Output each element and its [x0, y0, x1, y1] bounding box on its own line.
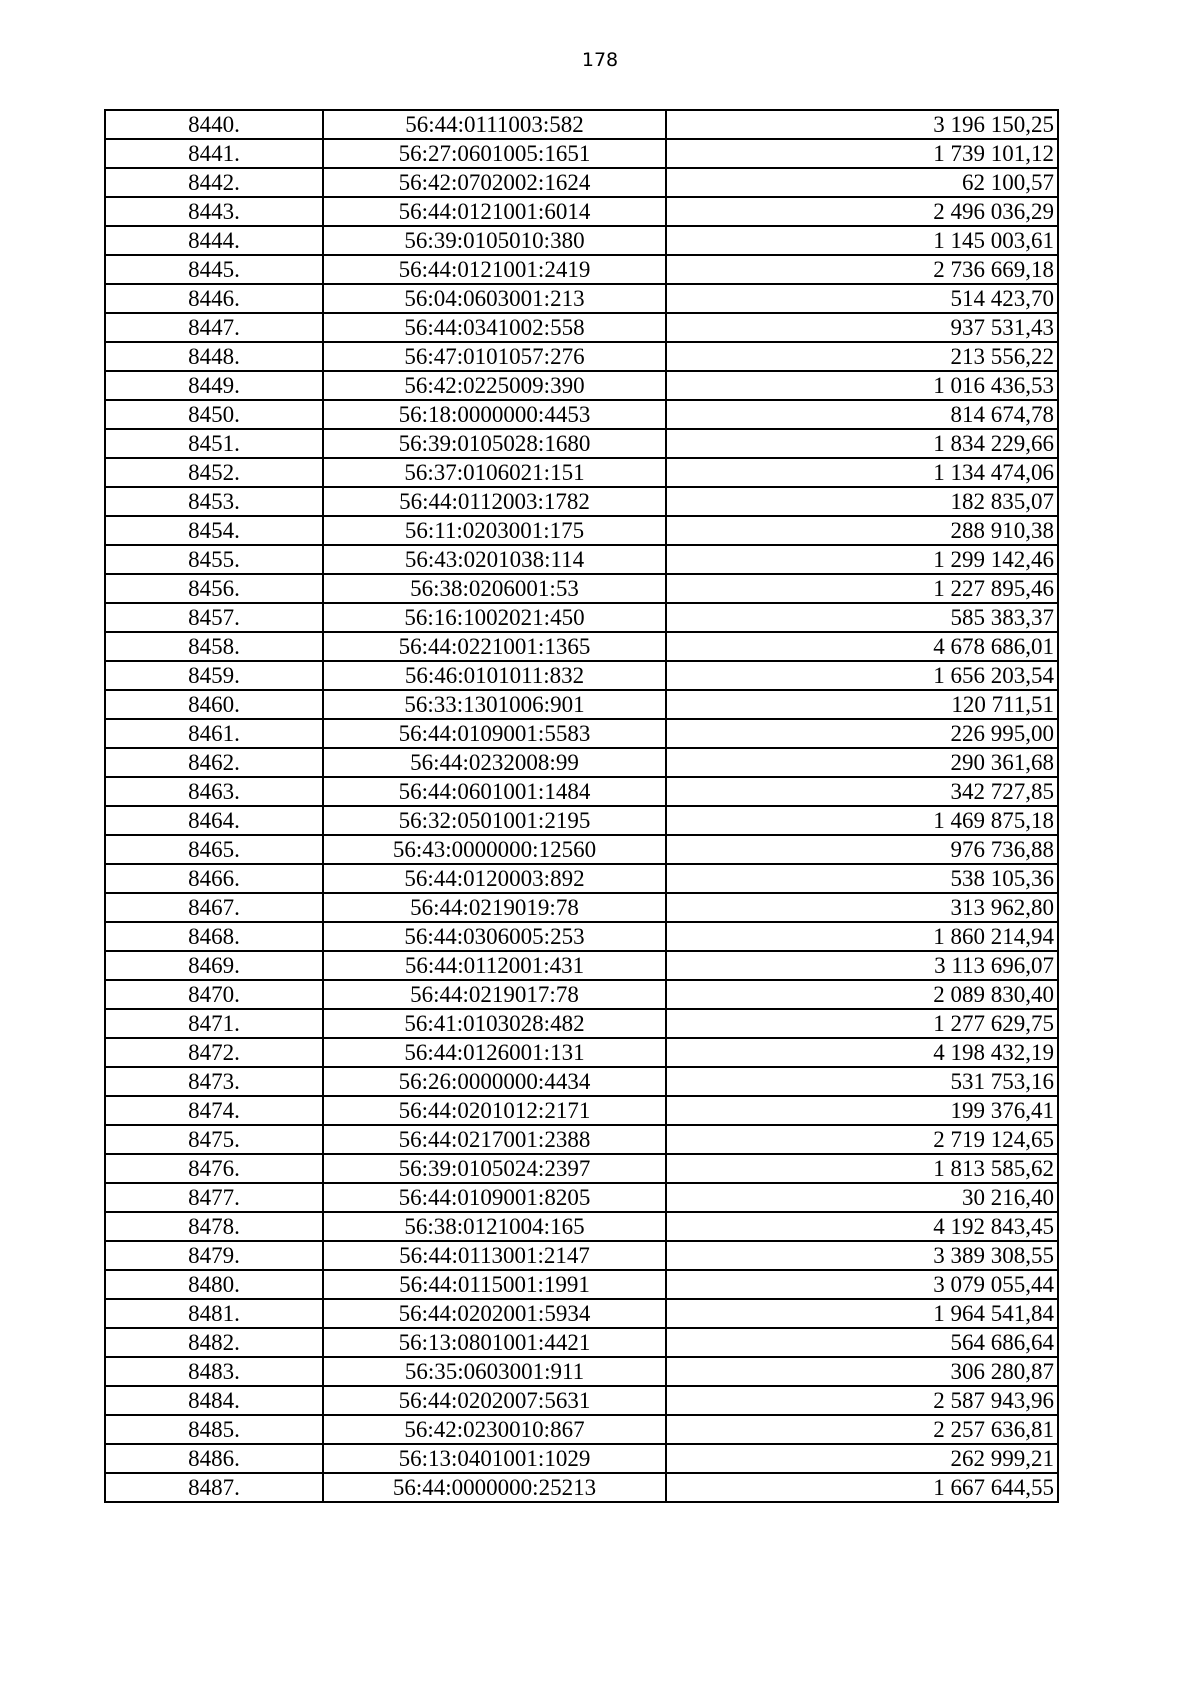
row-number-cell: 8449. [105, 371, 323, 400]
table-row [105, 1183, 1058, 1212]
cadastral-value-cell: 213 556,22 [666, 342, 1058, 371]
cadastral-value-cell: 3 389 308,55 [666, 1241, 1058, 1270]
cadastral-number-cell: 56:16:1002021:450 [323, 603, 666, 632]
cadastral-value-cell: 182 835,07 [666, 487, 1058, 516]
row-number-cell: 8474. [105, 1096, 323, 1125]
cadastral-value-cell: 4 192 843,45 [666, 1212, 1058, 1241]
row-number-cell: 8470. [105, 980, 323, 1009]
row-number-cell: 8478. [105, 1212, 323, 1241]
table-row [105, 574, 1058, 603]
row-number-cell: 8482. [105, 1328, 323, 1357]
table-row [105, 545, 1058, 574]
cadastral-value-cell: 1 813 585,62 [666, 1154, 1058, 1183]
cadastral-number-cell: 56:44:0121001:6014 [323, 197, 666, 226]
row-number-cell: 8454. [105, 516, 323, 545]
row-number-cell: 8448. [105, 342, 323, 371]
row-number-cell: 8469. [105, 951, 323, 980]
cadastral-number-cell: 56:44:0217001:2388 [323, 1125, 666, 1154]
row-number-cell: 8481. [105, 1299, 323, 1328]
cadastral-number-cell: 56:39:0105010:380 [323, 226, 666, 255]
cadastral-number-cell: 56:44:0109001:8205 [323, 1183, 666, 1212]
table-row [105, 777, 1058, 806]
cadastral-number-cell: 56:18:0000000:4453 [323, 400, 666, 429]
cadastral-number-cell: 56:44:0219019:78 [323, 893, 666, 922]
cadastral-number-cell: 56:44:0221001:1365 [323, 632, 666, 661]
cadastral-number-cell: 56:32:0501001:2195 [323, 806, 666, 835]
cadastral-number-cell: 56:44:0112003:1782 [323, 487, 666, 516]
row-number-cell: 8477. [105, 1183, 323, 1212]
cadastral-value-cell: 1 860 214,94 [666, 922, 1058, 951]
table-row [105, 922, 1058, 951]
table-row [105, 400, 1058, 429]
cadastral-value-cell: 2 257 636,81 [666, 1415, 1058, 1444]
row-number-cell: 8487. [105, 1473, 323, 1502]
table-row [105, 632, 1058, 661]
table-row [105, 197, 1058, 226]
cadastral-number-cell: 56:44:0219017:78 [323, 980, 666, 1009]
cadastral-number-cell: 56:13:0801001:4421 [323, 1328, 666, 1357]
table-row [105, 1212, 1058, 1241]
row-number-cell: 8446. [105, 284, 323, 313]
cadastral-value-cell: 1 277 629,75 [666, 1009, 1058, 1038]
table-row [105, 1154, 1058, 1183]
cadastral-number-cell: 56:44:0120003:892 [323, 864, 666, 893]
cadastral-number-cell: 56:46:0101011:832 [323, 661, 666, 690]
cadastral-value-cell: 4 678 686,01 [666, 632, 1058, 661]
cadastral-number-cell: 56:44:0306005:253 [323, 922, 666, 951]
cadastral-value-cell: 4 198 432,19 [666, 1038, 1058, 1067]
cadastral-value-cell: 1 227 895,46 [666, 574, 1058, 603]
cadastral-number-cell: 56:44:0109001:5583 [323, 719, 666, 748]
row-number-cell: 8440. [105, 110, 323, 139]
table-row [105, 1096, 1058, 1125]
table-row [105, 1328, 1058, 1357]
table-row [105, 313, 1058, 342]
table-row [105, 168, 1058, 197]
cadastral-number-cell: 56:43:0000000:12560 [323, 835, 666, 864]
row-number-cell: 8471. [105, 1009, 323, 1038]
cadastral-number-cell: 56:44:0113001:2147 [323, 1241, 666, 1270]
cadastral-value-cell: 3 079 055,44 [666, 1270, 1058, 1299]
cadastral-value-cell: 1 134 474,06 [666, 458, 1058, 487]
row-number-cell: 8464. [105, 806, 323, 835]
table-row [105, 661, 1058, 690]
row-number-cell: 8468. [105, 922, 323, 951]
cadastral-value-cell: 976 736,88 [666, 835, 1058, 864]
cadastral-number-cell: 56:42:0230010:867 [323, 1415, 666, 1444]
cadastral-value-cell: 1 145 003,61 [666, 226, 1058, 255]
cadastral-number-cell: 56:39:0105024:2397 [323, 1154, 666, 1183]
table-row [105, 980, 1058, 1009]
row-number-cell: 8479. [105, 1241, 323, 1270]
table-row [105, 1299, 1058, 1328]
row-number-cell: 8473. [105, 1067, 323, 1096]
cadastral-value-cell: 3 113 696,07 [666, 951, 1058, 980]
cadastral-number-cell: 56:44:0126001:131 [323, 1038, 666, 1067]
cadastral-value-cell: 288 910,38 [666, 516, 1058, 545]
cadastral-value-cell: 1 964 541,84 [666, 1299, 1058, 1328]
cadastral-value-cell: 313 962,80 [666, 893, 1058, 922]
cadastral-value-cell: 1 667 644,55 [666, 1473, 1058, 1502]
table-row [105, 893, 1058, 922]
cadastral-number-cell: 56:37:0106021:151 [323, 458, 666, 487]
cadastral-value-cell: 1 299 142,46 [666, 545, 1058, 574]
row-number-cell: 8443. [105, 197, 323, 226]
cadastral-number-cell: 56:44:0202007:5631 [323, 1386, 666, 1415]
row-number-cell: 8461. [105, 719, 323, 748]
table-row [105, 1415, 1058, 1444]
cadastral-value-table [104, 109, 1059, 1503]
cadastral-number-cell: 56:44:0111003:582 [323, 110, 666, 139]
cadastral-number-cell: 56:33:1301006:901 [323, 690, 666, 719]
row-number-cell: 8445. [105, 255, 323, 284]
cadastral-value-cell: 514 423,70 [666, 284, 1058, 313]
row-number-cell: 8457. [105, 603, 323, 632]
table-row [105, 1444, 1058, 1473]
cadastral-value-cell: 62 100,57 [666, 168, 1058, 197]
row-number-cell: 8444. [105, 226, 323, 255]
table-row [105, 1067, 1058, 1096]
cadastral-value-cell: 120 711,51 [666, 690, 1058, 719]
row-number-cell: 8442. [105, 168, 323, 197]
cadastral-value-cell: 290 361,68 [666, 748, 1058, 777]
cadastral-value-cell: 937 531,43 [666, 313, 1058, 342]
table-row [105, 487, 1058, 516]
row-number-cell: 8459. [105, 661, 323, 690]
cadastral-value-cell: 564 686,64 [666, 1328, 1058, 1357]
row-number-cell: 8450. [105, 400, 323, 429]
cadastral-value-cell: 585 383,37 [666, 603, 1058, 632]
cadastral-number-cell: 56:13:0401001:1029 [323, 1444, 666, 1473]
table-row [105, 342, 1058, 371]
table-row [105, 1473, 1058, 1502]
row-number-cell: 8485. [105, 1415, 323, 1444]
cadastral-value-cell: 538 105,36 [666, 864, 1058, 893]
cadastral-number-cell: 56:38:0206001:53 [323, 574, 666, 603]
row-number-cell: 8466. [105, 864, 323, 893]
table-row [105, 226, 1058, 255]
cadastral-number-cell: 56:44:0000000:25213 [323, 1473, 666, 1502]
row-number-cell: 8453. [105, 487, 323, 516]
table-row [105, 1125, 1058, 1154]
cadastral-number-cell: 56:44:0341002:558 [323, 313, 666, 342]
table-row [105, 748, 1058, 777]
row-number-cell: 8476. [105, 1154, 323, 1183]
table-row [105, 1386, 1058, 1415]
cadastral-value-cell: 3 196 150,25 [666, 110, 1058, 139]
table-row [105, 1241, 1058, 1270]
cadastral-value-cell: 1 739 101,12 [666, 139, 1058, 168]
row-number-cell: 8465. [105, 835, 323, 864]
row-number-cell: 8451. [105, 429, 323, 458]
cadastral-value-cell: 199 376,41 [666, 1096, 1058, 1125]
cadastral-number-cell: 56:43:0201038:114 [323, 545, 666, 574]
cadastral-value-cell: 306 280,87 [666, 1357, 1058, 1386]
row-number-cell: 8441. [105, 139, 323, 168]
table-row [105, 429, 1058, 458]
table-row [105, 1038, 1058, 1067]
row-number-cell: 8460. [105, 690, 323, 719]
table-row [105, 951, 1058, 980]
cadastral-number-cell: 56:42:0702002:1624 [323, 168, 666, 197]
cadastral-number-cell: 56:26:0000000:4434 [323, 1067, 666, 1096]
cadastral-value-cell: 2 719 124,65 [666, 1125, 1058, 1154]
table-row [105, 603, 1058, 632]
row-number-cell: 8447. [105, 313, 323, 342]
cadastral-value-cell: 342 727,85 [666, 777, 1058, 806]
cadastral-value-cell: 814 674,78 [666, 400, 1058, 429]
cadastral-number-cell: 56:41:0103028:482 [323, 1009, 666, 1038]
row-number-cell: 8467. [105, 893, 323, 922]
cadastral-value-cell: 30 216,40 [666, 1183, 1058, 1212]
row-number-cell: 8480. [105, 1270, 323, 1299]
table-row [105, 284, 1058, 313]
row-number-cell: 8452. [105, 458, 323, 487]
cadastral-value-cell: 2 089 830,40 [666, 980, 1058, 1009]
table-row [105, 371, 1058, 400]
cadastral-value-cell: 1 469 875,18 [666, 806, 1058, 835]
cadastral-number-cell: 56:27:0601005:1651 [323, 139, 666, 168]
table-row [105, 1009, 1058, 1038]
cadastral-value-cell: 1 834 229,66 [666, 429, 1058, 458]
table-row [105, 719, 1058, 748]
cadastral-value-cell: 1 656 203,54 [666, 661, 1058, 690]
table-row [105, 516, 1058, 545]
row-number-cell: 8458. [105, 632, 323, 661]
cadastral-number-cell: 56:39:0105028:1680 [323, 429, 666, 458]
row-number-cell: 8484. [105, 1386, 323, 1415]
table-row [105, 1357, 1058, 1386]
cadastral-value-cell: 2 736 669,18 [666, 255, 1058, 284]
cadastral-number-cell: 56:44:0202001:5934 [323, 1299, 666, 1328]
cadastral-number-cell: 56:38:0121004:165 [323, 1212, 666, 1241]
cadastral-value-cell: 531 753,16 [666, 1067, 1058, 1096]
cadastral-number-cell: 56:44:0112001:431 [323, 951, 666, 980]
cadastral-number-cell: 56:42:0225009:390 [323, 371, 666, 400]
cadastral-number-cell: 56:44:0121001:2419 [323, 255, 666, 284]
cadastral-number-cell: 56:44:0115001:1991 [323, 1270, 666, 1299]
table-row [105, 255, 1058, 284]
row-number-cell: 8475. [105, 1125, 323, 1154]
row-number-cell: 8483. [105, 1357, 323, 1386]
table-body [105, 110, 1058, 1502]
cadastral-value-cell: 1 016 436,53 [666, 371, 1058, 400]
row-number-cell: 8463. [105, 777, 323, 806]
cadastral-value-cell: 262 999,21 [666, 1444, 1058, 1473]
row-number-cell: 8472. [105, 1038, 323, 1067]
row-number-cell: 8486. [105, 1444, 323, 1473]
page-number: 178 [581, 49, 619, 71]
table-row [105, 835, 1058, 864]
cadastral-number-cell: 56:44:0201012:2171 [323, 1096, 666, 1125]
cadastral-number-cell: 56:35:0603001:911 [323, 1357, 666, 1386]
table-row [105, 139, 1058, 168]
cadastral-number-cell: 56:44:0232008:99 [323, 748, 666, 777]
table-row [105, 1270, 1058, 1299]
cadastral-value-cell: 226 995,00 [666, 719, 1058, 748]
cadastral-value-cell: 2 587 943,96 [666, 1386, 1058, 1415]
table-row [105, 864, 1058, 893]
table-row [105, 690, 1058, 719]
cadastral-number-cell: 56:47:0101057:276 [323, 342, 666, 371]
cadastral-number-cell: 56:44:0601001:1484 [323, 777, 666, 806]
row-number-cell: 8455. [105, 545, 323, 574]
row-number-cell: 8462. [105, 748, 323, 777]
cadastral-number-cell: 56:04:0603001:213 [323, 284, 666, 313]
cadastral-value-cell: 2 496 036,29 [666, 197, 1058, 226]
table-row [105, 458, 1058, 487]
table-row [105, 110, 1058, 139]
table-row [105, 806, 1058, 835]
row-number-cell: 8456. [105, 574, 323, 603]
cadastral-number-cell: 56:11:0203001:175 [323, 516, 666, 545]
